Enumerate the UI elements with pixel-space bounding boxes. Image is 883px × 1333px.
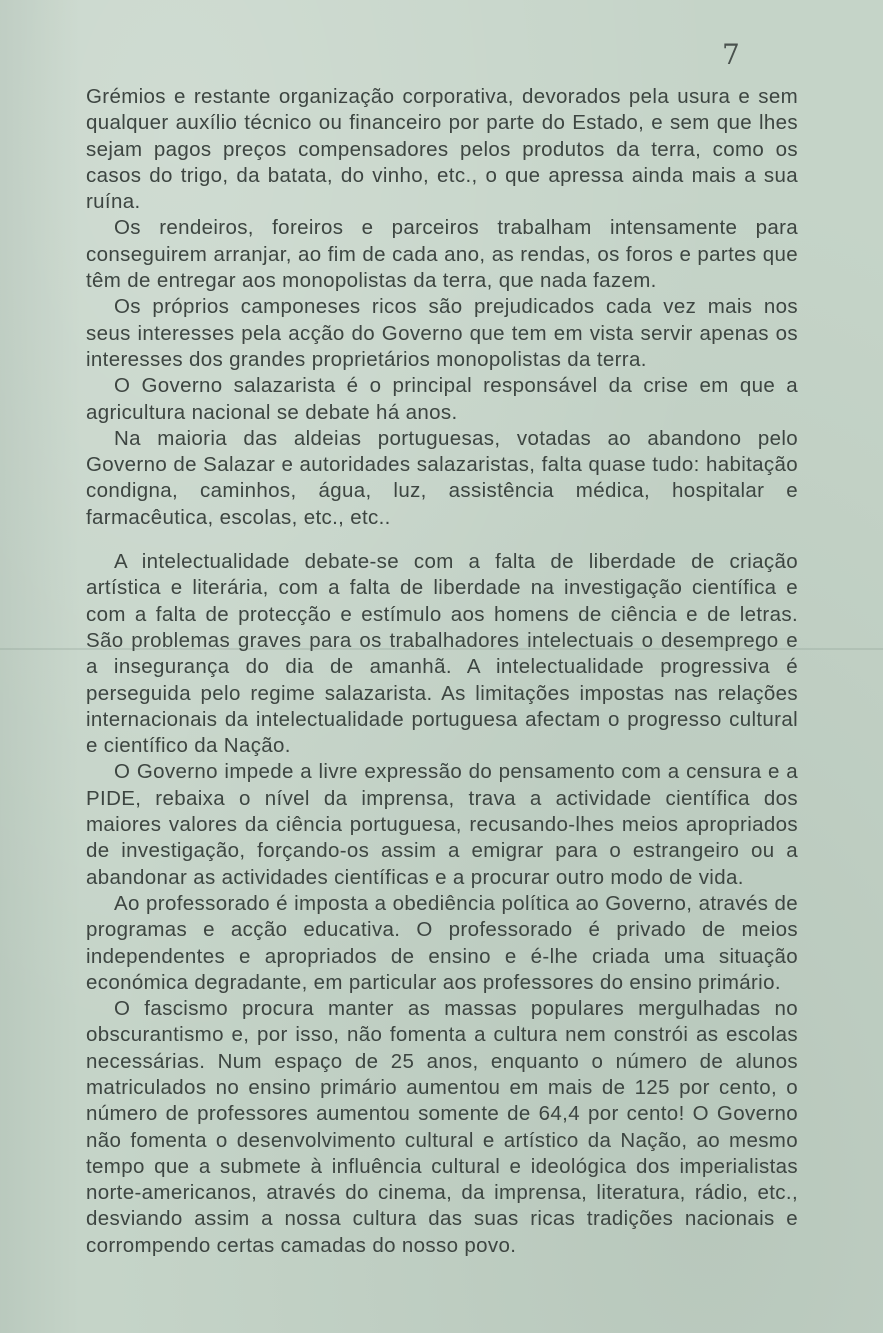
- paragraph-intelectualidade: A intelectualidade debate-se com a falta de liberdade de criação artística e literária, com a falta de liberdade na investigação científica e com a falta de protecção e estímulo aos homens de ciência e de letras. São problemas graves para os trabalhadores intelectuais o desemprego e a insegurança do dia de amanhã. A intelectualidade progressiva é perseguida pelo regime salazarista. As limitações impostas nas relações internacionais da intelectualidade portuguesa afectam o progresso cultural e científico da Nação.: [86, 550, 798, 758]
- paragraph-fascismo: O fascismo procura manter as massas populares mergulhadas no obscurantismo e, por isso, não fomenta a cultura nem constrói as escolas necessárias. Num espaço de 25 anos, enquanto o número de alunos matriculados no ensino primário aumentou em mais de 125 por cento, o número de professores aumentou somente de 64,4 por cento! O Governo não fomenta o desenvolvimento cultural e artístico da Nação, ao mesmo tempo que a submete à influência cultural e ideológica dos imperialistas norte-americanos, através do cinema, da imprensa, literatura, rádio, etc., desviando assim a nossa cultura das suas ricas tradições nacionais e corrompendo certas camadas do nosso povo.: [86, 997, 798, 1257]
- paragraph-gap: [86, 531, 798, 549]
- paragraph-governo-responsavel: O Governo salazarista é o principal responsável da crise em que a agricultura nacional se debate há anos.: [86, 374, 798, 424]
- paragraph-censura: O Governo impede a livre expressão do pensamento com a censura e a PIDE, rebaixa o nível da imprensa, trava a actividade científica dos maiores valores da ciência portuguesa, recusando-lhes meios apropriados de investigação, forçando-os assim a emigrar para o estrangeiro ou a abandonar as actividades científicas e a procurar outro modo de vida.: [86, 760, 798, 889]
- paragraph-professorado: Ao professorado é imposta a obediência política ao Governo, através de programas e acção educativa. O professorado é privado de meios independentes e apropriados de ensino e é-lhe criada uma situação económica degradante, em particular aos professores do ensino primário.: [86, 891, 798, 994]
- paper-edge-shading: [0, 0, 80, 1333]
- paragraph-camponeses-ricos: Os próprios camponeses ricos são prejudicados cada vez mais nos seus interesses pela acção do Governo que tem em vista servir apenas os interesses dos grandes proprietários monopolistas da terra.: [86, 295, 798, 371]
- paragraph-gremios: Grémios e restante organização corporativa, devorados pela usura e sem qualquer auxílio técnico ou financeiro por parte do Estado, e sem que lhes sejam pagos preços compensadores pelos produtos da terra, como os casos do trigo, da batata, do vinho, etc., o que apressa ainda mais a sua ruína.: [86, 85, 798, 214]
- page-number: 7: [722, 38, 740, 71]
- paragraph-rendeiros: Os rendeiros, foreiros e parceiros trabalham intensamente para conseguirem arranjar, ao fim de cada ano, as rendas, os foros e partes que têm de entregar aos monopolistas da terra, que nada fazem.: [86, 216, 798, 293]
- body-text: [86, 84, 798, 1259]
- paragraph-aldeias: Na maioria das aldeias portuguesas, votadas ao abandono pelo Governo de Salazar e autoridades salazaristas, falta quase tudo: habitação condigna, caminhos, água, luz, assistência médica, hospitalar e farmacêutica, escolas, etc., etc..: [86, 426, 798, 529]
